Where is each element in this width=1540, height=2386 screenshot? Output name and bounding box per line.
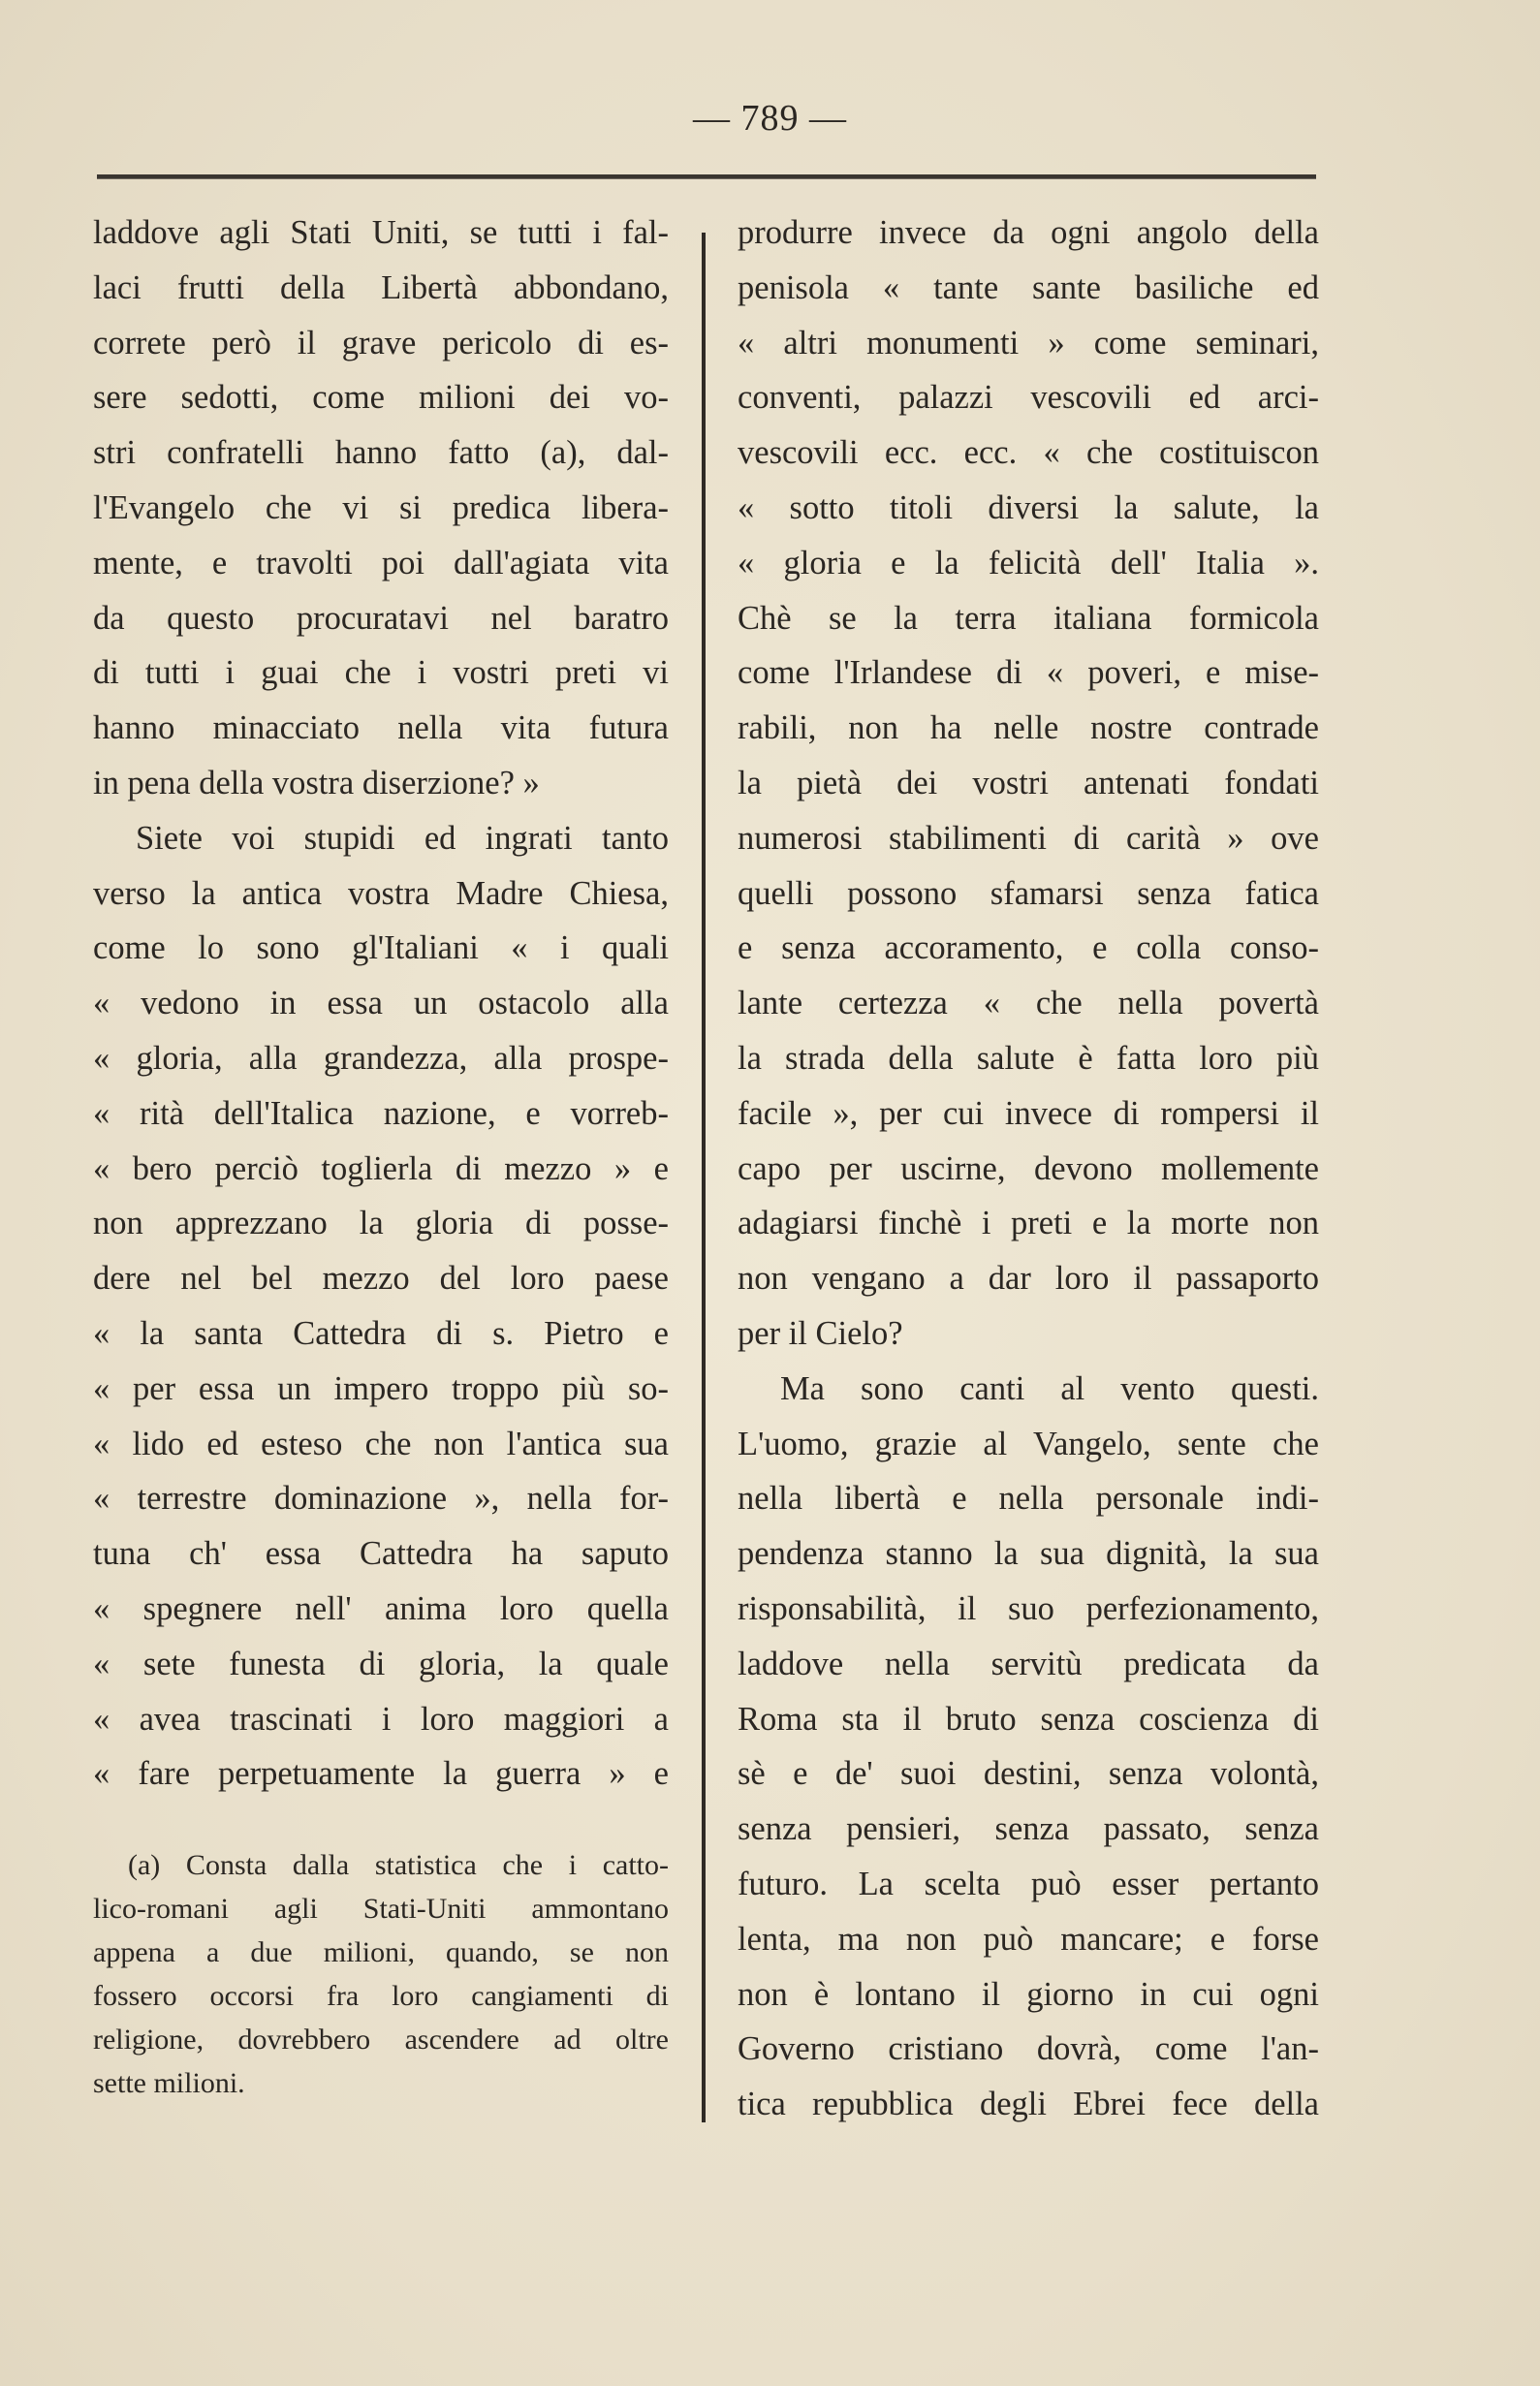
text-line: non apprezzano la gloria di posse- xyxy=(93,1205,669,1242)
text-line: « vedono in essa un ostacolo alla xyxy=(93,985,669,1022)
text-line: « lido ed esteso che non l'antica sua xyxy=(93,1425,669,1462)
text-line: verso la antica vostra Madre Chiesa, xyxy=(93,874,669,912)
text-line: non vengano a dar loro il passaporto xyxy=(738,1260,1319,1298)
text-line: Governo cristiano dovrà, come l'an- xyxy=(738,2030,1319,2068)
text-line: Ma sono canti al vento questi. xyxy=(780,1369,1319,1407)
text-line: « la santa Cattedra di s. Pietro e xyxy=(93,1314,669,1352)
right-column xyxy=(738,205,1319,2132)
text-line: laddove nella servitù predicata da xyxy=(738,1645,1319,1682)
text-line: come lo sono gl'Italiani « i quali xyxy=(93,929,669,967)
text-line: lenta, ma non può mancare; e forse xyxy=(738,1920,1319,1958)
page-number: — 789 — xyxy=(693,98,847,139)
text-line: sè e de' suoi destini, senza volontà, xyxy=(738,1755,1319,1793)
text-line: correte però il grave pericolo di es- xyxy=(93,324,669,361)
text-line: penisola « tante sante basiliche ed xyxy=(738,268,1319,306)
text-line: lante certezza « che nella povertà xyxy=(738,985,1319,1022)
footnote-line: lico-romani agli Stati-Uniti ammontano xyxy=(93,1893,669,1925)
column-divider xyxy=(702,233,706,2122)
text-line: mente, e travolti poi dall'agiata vita xyxy=(93,544,669,581)
footnote-line: sette milioni. xyxy=(93,2067,245,2099)
footnote xyxy=(93,1843,669,2105)
text-line: conventi, palazzi vescovili ed arci- xyxy=(738,379,1319,417)
text-line: « avea trascinati i loro maggiori a xyxy=(93,1700,669,1738)
header-rule xyxy=(97,174,1316,179)
text-line: « altri monumenti » come seminari, xyxy=(738,324,1319,361)
footnote-line: fossero occorsi fra loro cangiamenti di xyxy=(93,1980,669,2012)
text-line: « sete funesta di gloria, la quale xyxy=(93,1645,669,1682)
text-line: produrre invece da ogni angolo della xyxy=(738,214,1319,251)
text-line: Roma sta il bruto senza coscienza di xyxy=(738,1700,1319,1738)
text-line: « bero perciò toglierla di mezzo » e xyxy=(93,1149,669,1187)
text-line: « sotto titoli diversi la salute, la xyxy=(738,488,1319,526)
text-line: e senza accoramento, e colla conso- xyxy=(738,929,1319,967)
text-line: L'uomo, grazie al Vangelo, sente che xyxy=(738,1425,1319,1462)
text-line: futuro. La scelta può esser pertanto xyxy=(738,1865,1319,1902)
text-line: capo per uscirne, devono mollemente xyxy=(738,1149,1319,1187)
text-line: la strada della salute è fatta loro più xyxy=(738,1039,1319,1077)
text-line: non è lontano il giorno in cui ogni xyxy=(738,1975,1319,2013)
footnote-line: (a) Consta dalla statistica che i catto- xyxy=(128,1849,669,1881)
text-line: adagiarsi finchè i preti e la morte non xyxy=(738,1205,1319,1242)
text-line: in pena della vostra diserzione? » xyxy=(93,764,540,801)
text-line: hanno minacciato nella vita futura xyxy=(93,709,669,747)
left-column xyxy=(93,205,669,1802)
text-line: tica repubblica degli Ebrei fece della xyxy=(738,2086,1319,2123)
text-line: tuna ch' essa Cattedra ha saputo xyxy=(93,1535,669,1573)
text-line: « spegnere nell' anima loro quella xyxy=(93,1589,669,1627)
text-line: pendenza stanno la sua dignità, la sua xyxy=(738,1535,1319,1573)
footnote-line: appena a due milioni, quando, se non xyxy=(93,1936,669,1968)
text-line: di tutti i guai che i vostri preti vi xyxy=(93,654,669,692)
text-line: l'Evangelo che vi si predica libera- xyxy=(93,488,669,526)
footnote-line: religione, dovrebbero ascendere ad oltre xyxy=(93,2024,669,2056)
text-line: la pietà dei vostri antenati fondati xyxy=(738,764,1319,801)
text-line: risponsabilità, il suo perfezionamento, xyxy=(738,1589,1319,1627)
text-line: « gloria, alla grandezza, alla prospe- xyxy=(93,1039,669,1077)
text-line: da questo procuratavi nel baratro xyxy=(93,599,669,637)
text-line: per il Cielo? xyxy=(738,1314,903,1352)
text-line: laci frutti della Libertà abbondano, xyxy=(93,268,669,306)
text-line: laddove agli Stati Uniti, se tutti i fal- xyxy=(93,214,669,251)
text-line: come l'Irlandese di « poveri, e mise- xyxy=(738,654,1319,692)
text-line: vescovili ecc. ecc. « che costituiscon xyxy=(738,434,1319,472)
text-line: « rità dell'Italica nazione, e vorreb- xyxy=(93,1094,669,1132)
text-line: dere nel bel mezzo del loro paese xyxy=(93,1260,669,1298)
text-line: « fare perpetuamente la guerra » e xyxy=(93,1755,669,1793)
text-line: stri confratelli hanno fatto (a), dal- xyxy=(93,434,669,472)
text-line: « terrestre dominazione », nella for- xyxy=(93,1480,669,1518)
text-line: senza pensieri, senza passato, senza xyxy=(738,1810,1319,1848)
text-line: sere sedotti, come milioni dei vo- xyxy=(93,379,669,417)
text-line: Chè se la terra italiana formicola xyxy=(738,599,1319,637)
text-line: Siete voi stupidi ed ingrati tanto xyxy=(136,819,669,857)
text-line: quelli possono sfamarsi senza fatica xyxy=(738,874,1319,912)
text-line: « per essa un impero troppo più so- xyxy=(93,1369,669,1407)
text-line: facile », per cui invece di rompersi il xyxy=(738,1094,1319,1132)
text-line: « gloria e la felicità dell' Italia ». xyxy=(738,544,1319,581)
text-line: numerosi stabilimenti di carità » ove xyxy=(738,819,1319,857)
text-line: rabili, non ha nelle nostre contrade xyxy=(738,709,1319,747)
text-line: nella libertà e nella personale indi- xyxy=(738,1480,1319,1518)
